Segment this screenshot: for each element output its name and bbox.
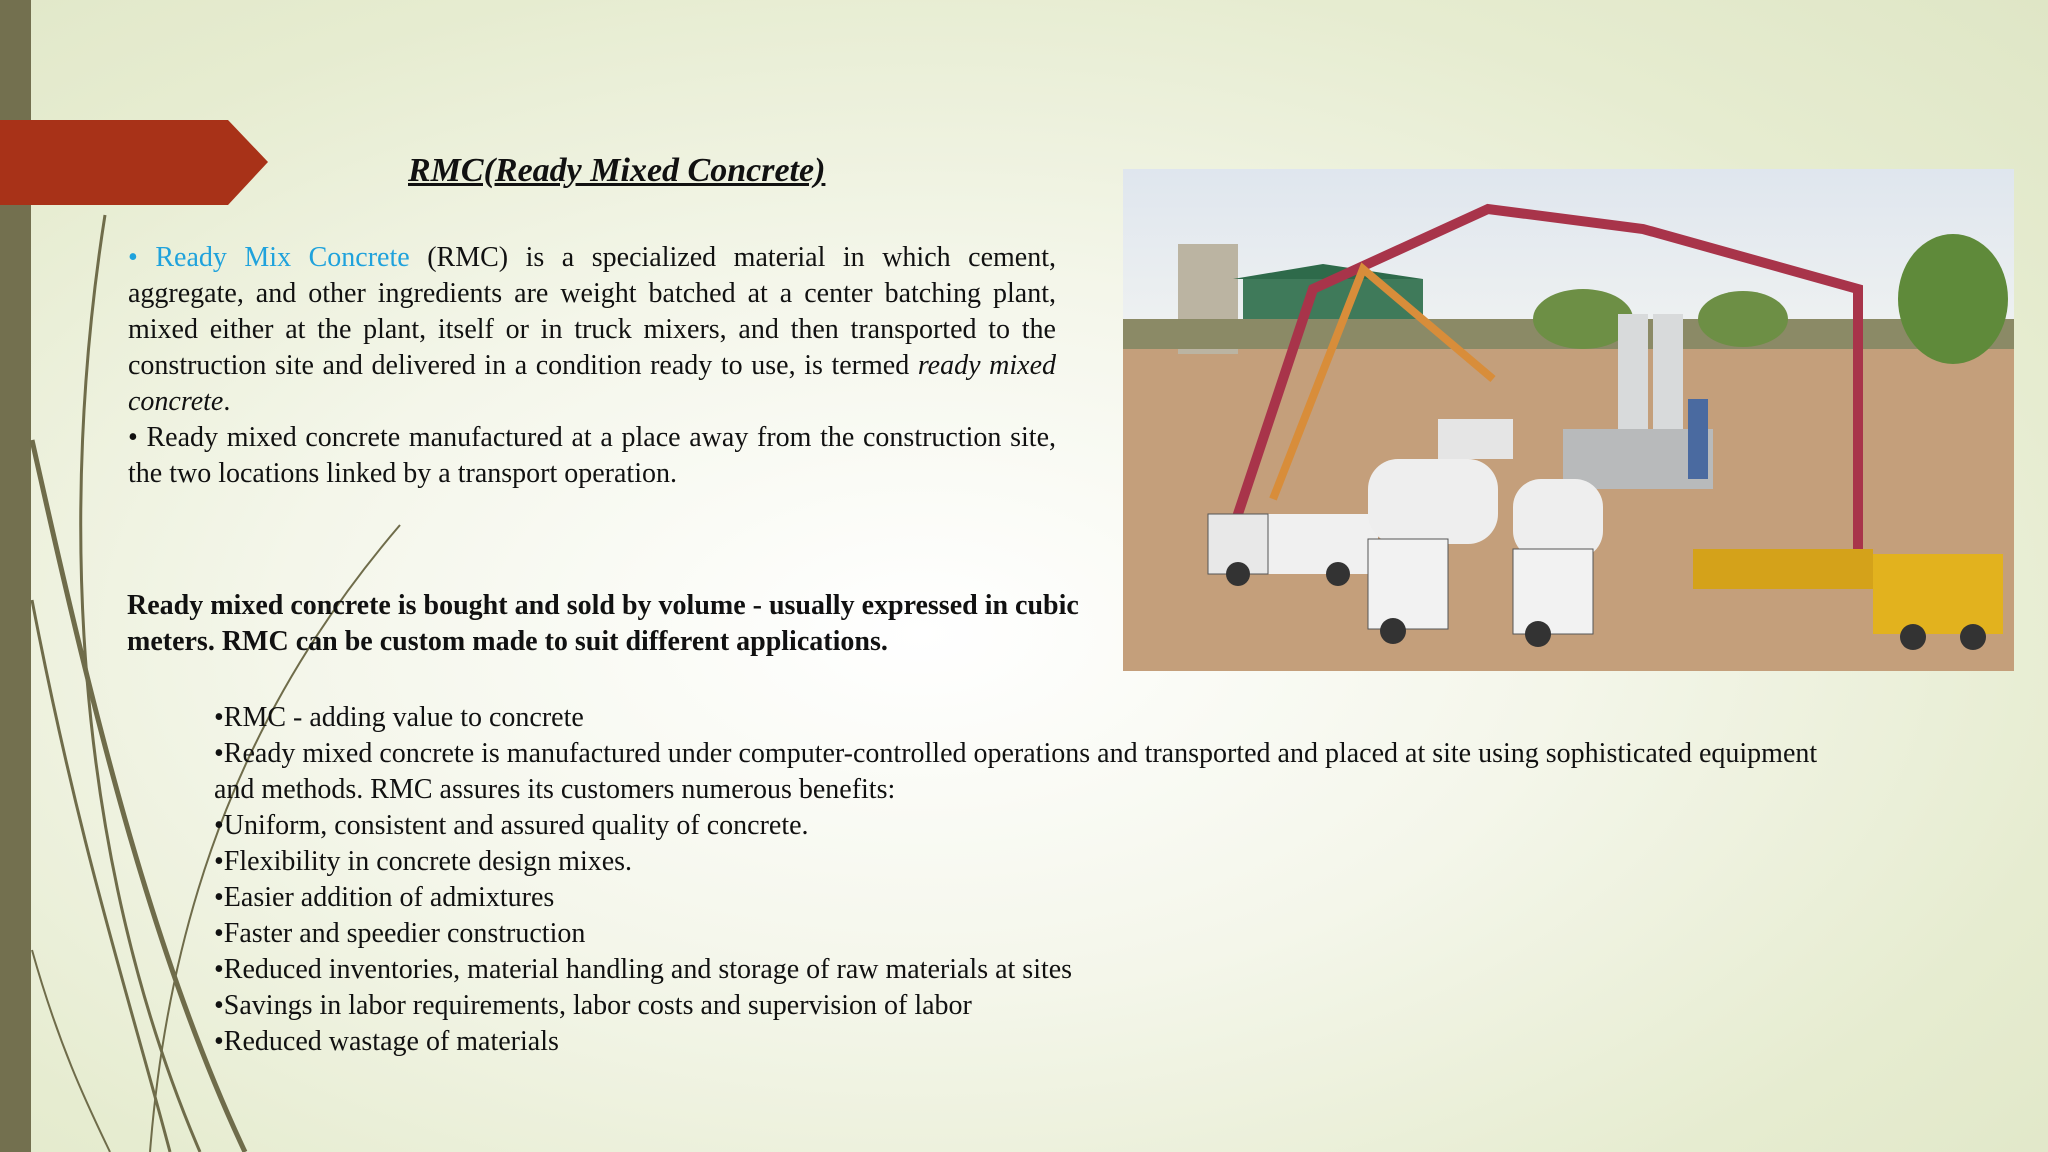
second-point: • Ready mixed concrete manufactured at a place away from the construction site, the two locations linked by a transport operation. <box>128 422 1056 489</box>
list-item: •Reduced wastage of materials <box>214 1026 559 1057</box>
list-item: •Faster and speedier construction <box>214 918 586 949</box>
bullet-marker: • <box>128 242 138 273</box>
ready-mix-concrete-link[interactable]: Ready Mix Concrete <box>155 242 410 273</box>
list-item: •Flexibility in concrete design mixes. <box>214 846 633 877</box>
italic-term: ready mixed concrete <box>128 350 1057 417</box>
list-item: •Reduced inventories, material handling and storage of raw materials at sites <box>214 954 1073 985</box>
list-item: •Ready mixed concrete is manufactured under computer-controlled operations and transported and placed at site using sophisticated equipment and methods. RMC assures its customers numerous benefits: <box>214 738 1818 805</box>
benefits-list <box>214 700 1854 1060</box>
slide-title: RMC(Ready Mixed Concrete) <box>408 152 826 189</box>
list-item: •Easier addition of admixtures <box>214 882 555 913</box>
term-end: . <box>223 386 231 417</box>
rmc-plant-photo <box>1123 169 2014 671</box>
intro-text: (RMC) is a specialized material in which cement, aggregate, and other ingredients are weight batched at a center batching plant, mixed either at the plant, itself or in truck mixers, and then transported to the construction site and delivered in a condition ready to use, is termed <box>128 242 1057 381</box>
bold-statement: Ready mixed concrete is bought and sold by volume - usually expressed in cubic meters. RMC can be custom made to suit different applications. <box>127 590 1079 657</box>
list-item: •RMC - adding value to concrete <box>214 702 584 733</box>
list-item: •Savings in labor requirements, labor costs and supervision of labor <box>214 990 972 1021</box>
intro-paragraph <box>128 240 1056 492</box>
title-accent-banner <box>0 120 268 205</box>
list-item: •Uniform, consistent and assured quality of concrete. <box>214 810 809 841</box>
